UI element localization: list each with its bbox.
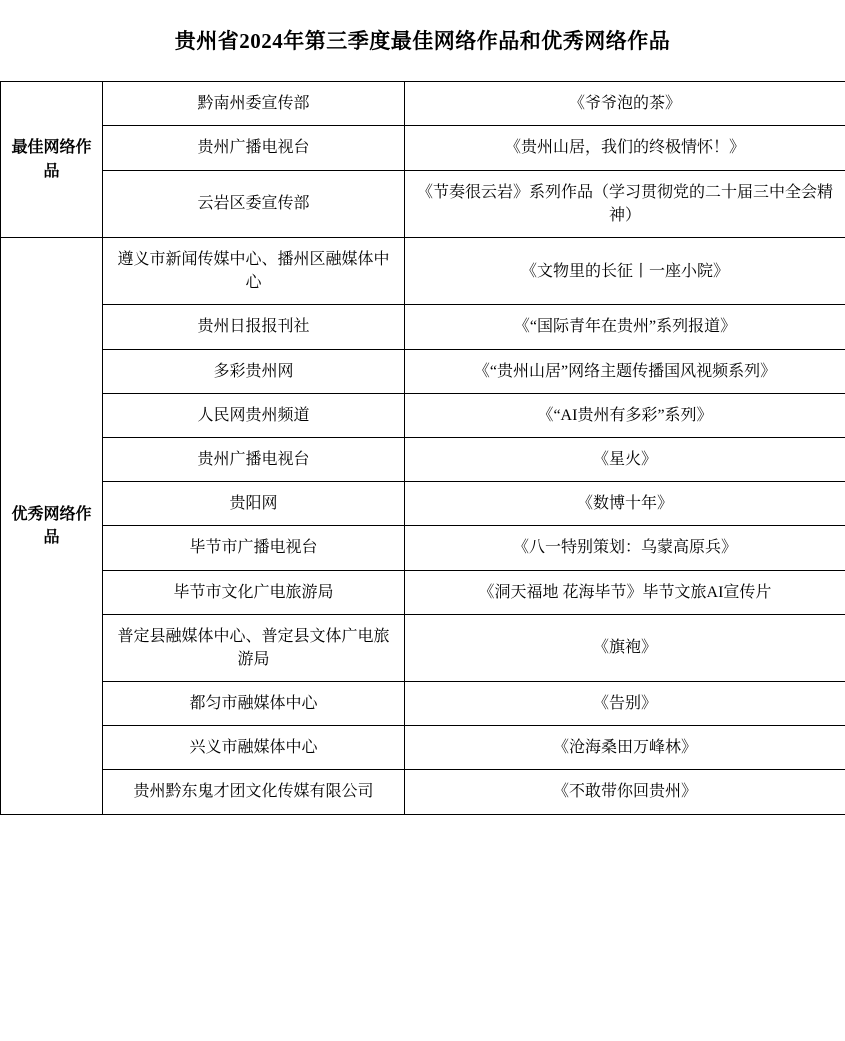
table-row [1, 726, 845, 770]
table-row [1, 82, 845, 126]
work-cell: 《“AI贵州有多彩”系列》 [405, 393, 845, 437]
organization-cell: 贵阳网 [103, 482, 405, 526]
table-row [1, 437, 845, 481]
organization-cell: 人民网贵州频道 [103, 393, 405, 437]
organization-cell: 都匀市融媒体中心 [103, 682, 405, 726]
work-cell: 《爷爷泡的茶》 [405, 82, 845, 126]
work-cell: 《“贵州山居”网络主题传播国风视频系列》 [405, 349, 845, 393]
category-cell-excellent: 优秀网络作品 [1, 238, 103, 815]
organization-cell: 普定县融媒体中心、普定县文体广电旅游局 [103, 614, 405, 681]
work-cell: 《星火》 [405, 437, 845, 481]
organization-cell: 兴义市融媒体中心 [103, 726, 405, 770]
table-row [1, 682, 845, 726]
organization-cell: 贵州黔东鬼才团文化传媒有限公司 [103, 770, 405, 814]
table-row [1, 170, 845, 237]
organization-cell: 多彩贵州网 [103, 349, 405, 393]
table-row [1, 393, 845, 437]
work-cell: 《贵州山居，我们的终极情怀！》 [405, 126, 845, 170]
table-row [1, 614, 845, 681]
work-cell: 《八一特别策划：乌蒙高原兵》 [405, 526, 845, 570]
work-cell: 《文物里的长征丨一座小院》 [405, 238, 845, 305]
work-cell: 《旗袍》 [405, 614, 845, 681]
work-cell: 《节奏很云岩》系列作品（学习贯彻党的二十届三中全会精神） [405, 170, 845, 237]
work-cell: 《沧海桑田万峰林》 [405, 726, 845, 770]
organization-cell: 遵义市新闻传媒中心、播州区融媒体中心 [103, 238, 405, 305]
table-row [1, 526, 845, 570]
organization-cell: 毕节市广播电视台 [103, 526, 405, 570]
organization-cell: 贵州日报报刊社 [103, 305, 405, 349]
table-row [1, 305, 845, 349]
organization-cell: 黔南州委宣传部 [103, 82, 405, 126]
table-row [1, 126, 845, 170]
table-row [1, 770, 845, 814]
organization-cell: 云岩区委宣传部 [103, 170, 405, 237]
work-cell: 《告别》 [405, 682, 845, 726]
category-cell-best: 最佳网络作品 [1, 82, 103, 238]
organization-cell: 毕节市文化广电旅游局 [103, 570, 405, 614]
work-cell: 《洞天福地 花海毕节》毕节文旅AI宣传片 [405, 570, 845, 614]
award-table [0, 81, 845, 814]
table-row [1, 349, 845, 393]
page-title: 贵州省2024年第三季度最佳网络作品和优秀网络作品 [174, 29, 671, 53]
table-row [1, 238, 845, 305]
organization-cell: 贵州广播电视台 [103, 126, 405, 170]
work-cell: 《不敢带你回贵州》 [405, 770, 845, 814]
table-row [1, 570, 845, 614]
table-row [1, 482, 845, 526]
work-cell: 《数博十年》 [405, 482, 845, 526]
work-cell: 《“国际青年在贵州”系列报道》 [405, 305, 845, 349]
organization-cell: 贵州广播电视台 [103, 437, 405, 481]
